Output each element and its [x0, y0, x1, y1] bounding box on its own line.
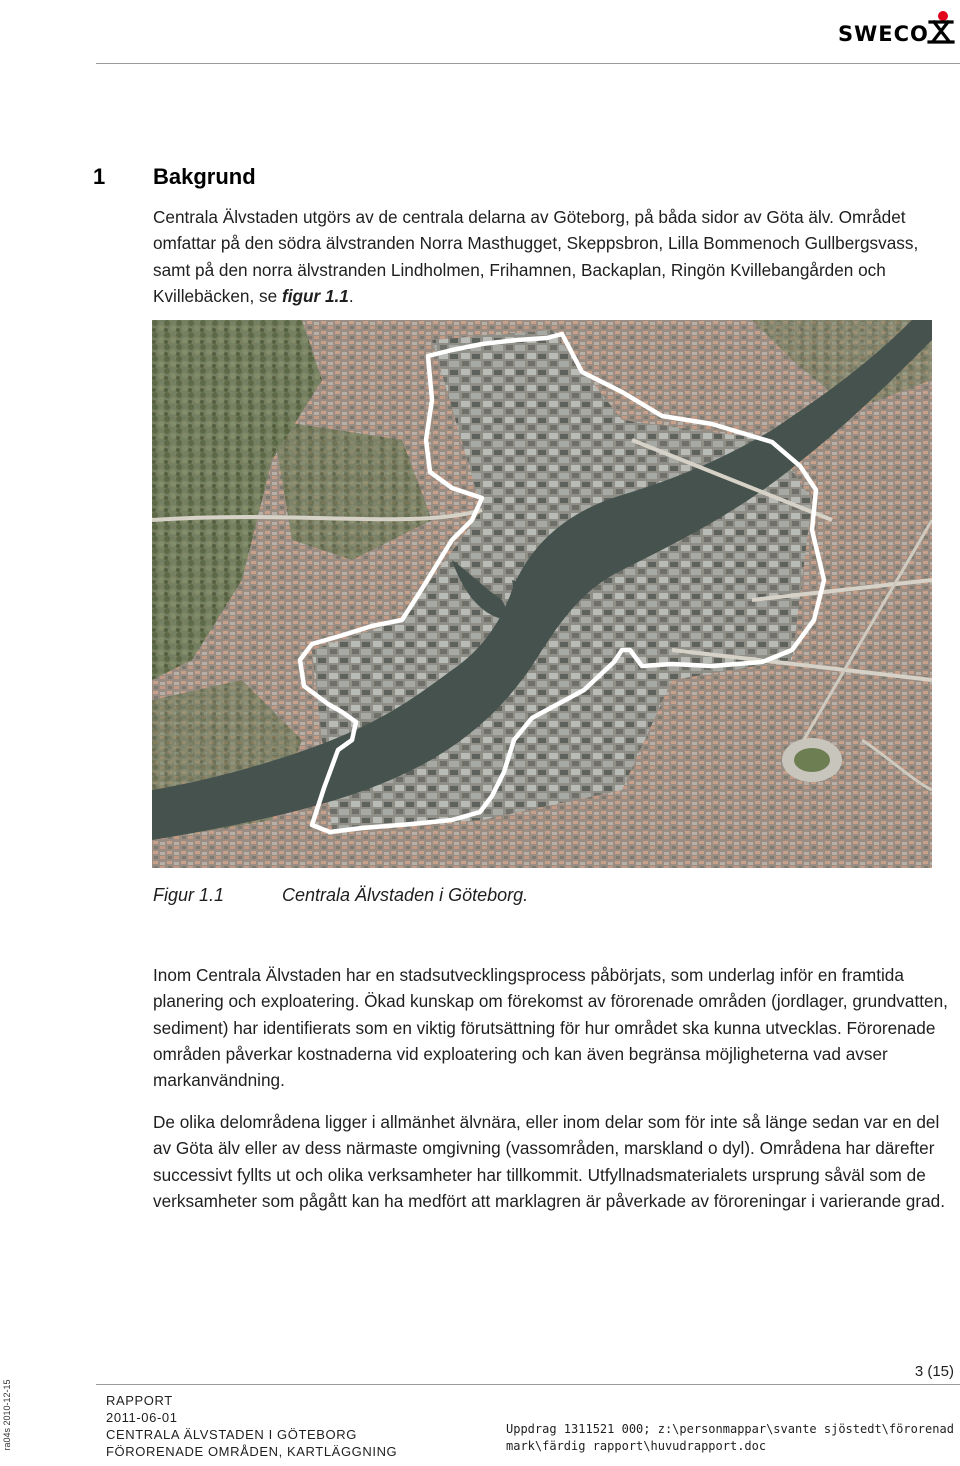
- file-path: mark\färdig rapport\huvudrapport.doc: [506, 1439, 767, 1453]
- section-number: 1: [93, 164, 106, 189]
- project-name: CENTRALA ÄLVSTADEN I GÖTEBORG: [106, 1427, 357, 1442]
- footer-report-info: [106, 1392, 397, 1460]
- figure-caption-text: Centrala Älvstaden i Göteborg.: [282, 885, 529, 905]
- footer-rule: [96, 1384, 960, 1385]
- intro-paragraph: [153, 204, 955, 309]
- header-rule: [96, 63, 960, 64]
- figure-label: Figur 1.1: [153, 885, 225, 905]
- intro-text: Centrala Älvstaden utgörs av de centrala delarna av Göteborg, på båda sidor av Göta älv. Området omfattar på den södra älvstranden Norra Masthugget, Skeppsbron, Lilla Bommenoch Gullbergsvass, samt på den norra älvstranden Lindholmen, Frihamnen, Backaplan, Ringön Kvillebangården och Kvillebäcken, se: [153, 207, 919, 306]
- figure-caption: [153, 885, 528, 906]
- development-paragraph: Inom Centrala Älvstaden har en stadsutvecklingsprocess påbörjats, som underlag inför en framtida planering och exploatering. Ökad kunskap om förekomst av förorenade områden (jordlager, grundvatten, sediment) har identifierats som en viktig förutsättning för hur området ska kunna utvecklas. Förorenade områden påverkar kostnaderna vid exploatering och kan även begränsa möjligheterna vad avser markanvändning.: [153, 965, 948, 1091]
- footer-file-info: [506, 1421, 954, 1455]
- assignment-info: Uppdrag 1311521 000; z:\personmappar\svante sjöstedt\förorenad: [506, 1422, 954, 1436]
- section-title: Bakgrund: [153, 164, 256, 189]
- aerial-map-image: [152, 320, 932, 868]
- template-code: ra04s 2010-12-15: [2, 1379, 12, 1451]
- report-type: RAPPORT: [106, 1393, 173, 1408]
- subareas-paragraph: De olika delområdena ligger i allmänhet älvnära, eller inom delar som för inte så länge sedan var en del av Göta älv eller av dess närmaste omgivning (vassområden, marskland o dyl). Områdena har därefter successivt fyllts ut och olika verksamheter har tillkommit. Utfyllnadsmaterialets ursprung såväl som de verksamheter som pågått kan ha medfört att marklagren är påverkade av föroreningar i varierande grad.: [153, 1112, 945, 1211]
- report-subtitle: FÖRORENADE OMRÅDEN, KARTLÄGGNING: [106, 1444, 398, 1459]
- report-date: 2011-06-01: [106, 1410, 178, 1425]
- sweco-person-icon: [926, 10, 956, 46]
- intro-period: .: [348, 285, 354, 306]
- aerial-photo: [152, 320, 932, 868]
- page-number: 3 (15): [914, 1363, 954, 1380]
- logo-text: SWECO: [838, 22, 929, 46]
- figure-reference: figur 1.1: [281, 285, 349, 306]
- section-heading: [93, 164, 256, 190]
- sweco-logo: [838, 10, 958, 48]
